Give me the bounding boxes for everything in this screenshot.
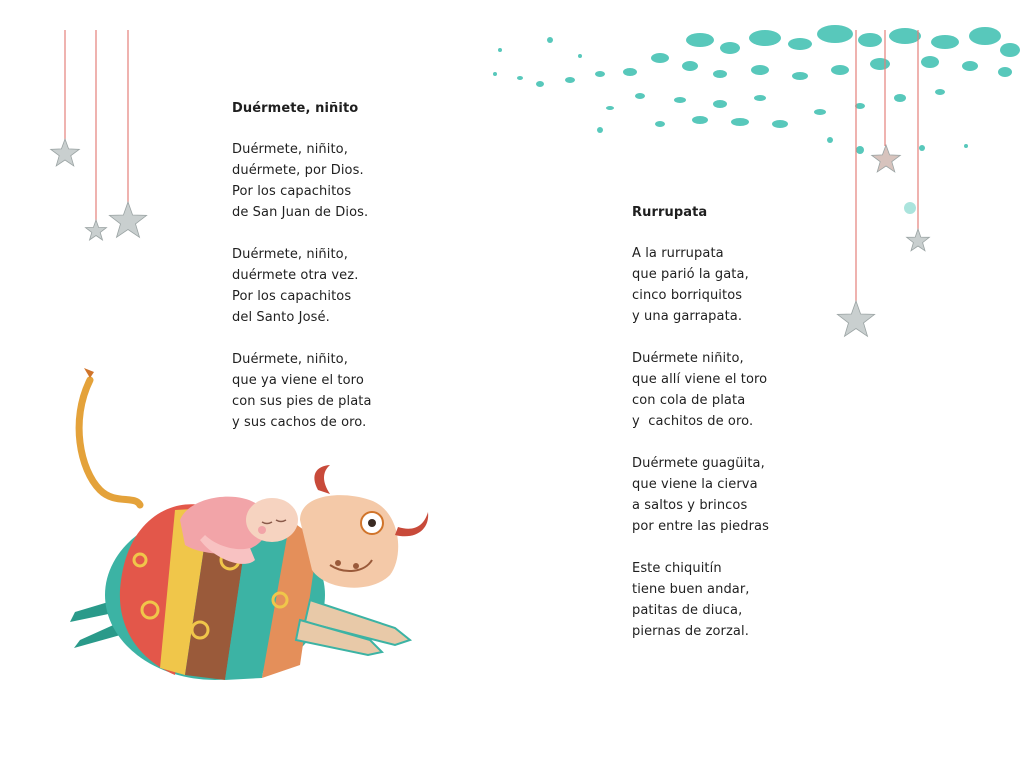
poem-line: con cola de plata: [632, 393, 746, 408]
stanza: [632, 348, 769, 432]
poem-line: tiene buen andar,: [632, 582, 750, 597]
poem-line: a saltos y brincos: [632, 498, 748, 513]
poem-title: Rurrupata: [632, 205, 708, 220]
poem-line: patitas de diuca,: [632, 603, 743, 618]
stanza: [632, 558, 769, 642]
poem-line: y una garrapata.: [632, 309, 743, 324]
poem-line: duérmete otra vez.: [232, 268, 359, 283]
poem-line: Duérmete guagüita,: [632, 456, 765, 471]
poem-line: y sus cachos de oro.: [232, 415, 367, 430]
poem-line: Duérmete niñito,: [632, 351, 744, 366]
poem-line: cinco borriquitos: [632, 288, 743, 303]
poem-line: Por los capachitos: [232, 184, 352, 199]
poem-line: Duérmete, niñito,: [232, 352, 348, 367]
poem-title: Duérmete, niñito: [232, 101, 359, 116]
poem-line: Duérmete, niñito,: [232, 142, 348, 157]
poem-line: que allí viene el toro: [632, 372, 768, 387]
poem-right: [632, 202, 769, 663]
stanza: [632, 243, 769, 327]
poem-line: con sus pies de plata: [232, 394, 372, 409]
poem-line: que ya viene el toro: [232, 373, 364, 388]
poem-line: y cachitos de oro.: [632, 414, 754, 429]
stanza: [632, 453, 769, 537]
stanza: [232, 139, 372, 223]
stanza: [232, 244, 372, 328]
poem-line: duérmete, por Dios.: [232, 163, 364, 178]
poem-line: A la rurrupata: [632, 246, 724, 261]
stanza: [232, 349, 372, 433]
poem-line: Este chiquitín: [632, 561, 722, 576]
poem-line: por entre las piedras: [632, 519, 769, 534]
poem-left: [232, 98, 372, 454]
poem-line: que viene la cierva: [632, 477, 758, 492]
poem-line: del Santo José.: [232, 310, 330, 325]
poem-line: Duérmete, niñito,: [232, 247, 348, 262]
poem-line: de San Juan de Dios.: [232, 205, 369, 220]
poem-line: que parió la gata,: [632, 267, 749, 282]
poem-line: Por los capachitos: [232, 289, 352, 304]
poem-line: piernas de zorzal.: [632, 624, 749, 639]
